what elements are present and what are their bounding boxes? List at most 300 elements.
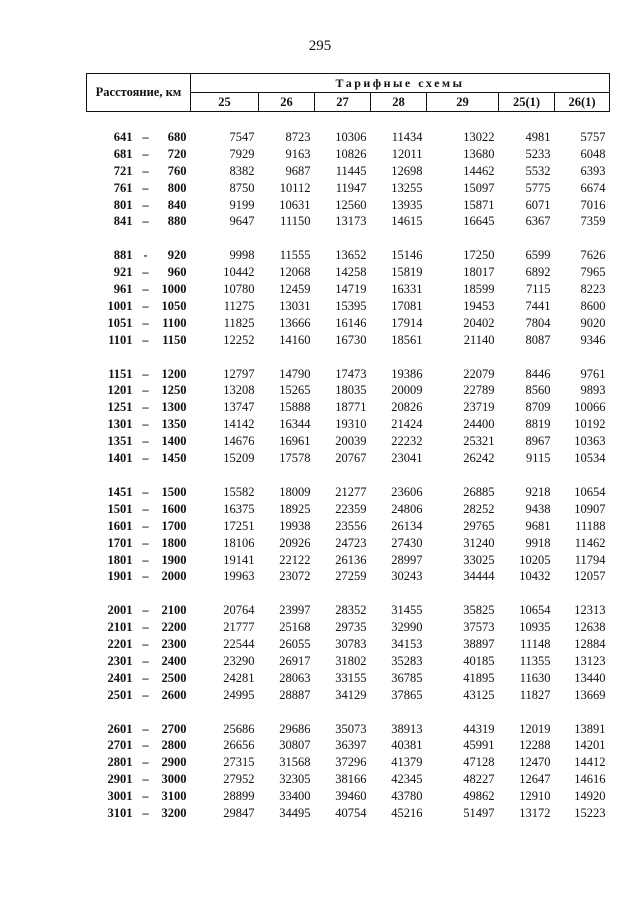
tariff-value: 35825	[463, 603, 495, 618]
distance-range	[87, 805, 191, 822]
tariff-value: 23072	[279, 569, 311, 584]
tariff-value: 6674	[580, 180, 606, 195]
tariff-value: 31568	[279, 755, 311, 770]
table-row	[87, 535, 610, 552]
tariff-value: 14676	[223, 434, 255, 449]
tariff-value: 28899	[223, 789, 255, 804]
tariff-value: 10780	[223, 282, 255, 297]
range-dash: –	[142, 484, 149, 499]
range-to: 1500	[161, 484, 187, 499]
tariff-value: 19386	[391, 366, 423, 381]
tariff-value: 13891	[574, 721, 606, 736]
table-row	[87, 670, 610, 687]
tariff-value: 6892	[525, 265, 551, 280]
tariff-value: 31455	[391, 603, 423, 618]
tariff-value: 17914	[391, 315, 423, 330]
tariff-value: 13173	[335, 214, 367, 229]
tariff-value: 22122	[279, 552, 311, 567]
tariff-value: 23719	[463, 400, 495, 415]
tariff-value: 10432	[519, 569, 551, 584]
tariff-value: 22232	[391, 434, 423, 449]
column-header-251: 25(1)	[499, 93, 555, 112]
column-header-25: 25	[191, 93, 259, 112]
tariff-value: 9020	[580, 315, 606, 330]
tariff-value: 14719	[335, 282, 367, 297]
tariff-value: 12252	[223, 332, 255, 347]
range-dash: –	[142, 670, 149, 685]
tariff-value: 25686	[223, 721, 255, 736]
tariff-value: 21277	[335, 484, 367, 499]
table-row	[87, 568, 610, 585]
tariff-value: 10306	[335, 129, 367, 144]
range-to: 840	[167, 197, 187, 212]
tariff-value: 38897	[463, 637, 495, 652]
distance-range	[87, 501, 191, 518]
tariff-value: 7547	[229, 129, 255, 144]
column-header-26: 26	[259, 93, 315, 112]
tariff-value: 16344	[279, 417, 311, 432]
tariff-value: 12884	[574, 637, 606, 652]
range-from: 961	[113, 282, 133, 297]
tariff-value: 11947	[335, 180, 367, 195]
range-to: 1400	[161, 434, 187, 449]
range-dash: –	[142, 282, 149, 297]
range-from: 1251	[107, 400, 133, 415]
tariff-value: 9438	[525, 501, 551, 516]
tariff-value: 21140	[463, 332, 495, 347]
range-to: 2600	[161, 687, 187, 702]
tariff-value: 8560	[525, 383, 551, 398]
range-from: 1601	[107, 518, 133, 533]
range-dash: –	[142, 434, 149, 449]
tariff-value: 20926	[279, 535, 311, 550]
table-row	[87, 737, 610, 754]
range-from: 1701	[107, 535, 133, 550]
tariff-value: 7804	[525, 315, 551, 330]
tariff-value: 9687	[285, 163, 311, 178]
distance-range	[87, 552, 191, 569]
tariff-value: 25168	[279, 620, 311, 635]
range-from: 2301	[107, 653, 133, 668]
tariff-value: 41895	[463, 670, 495, 685]
tariff-value: 21424	[391, 417, 423, 432]
tariff-value: 15871	[463, 197, 495, 212]
tariff-value: 13031	[279, 298, 311, 313]
range-to: 2800	[161, 738, 187, 753]
tariff-value: 28352	[335, 603, 367, 618]
table-row	[87, 298, 610, 315]
tariff-value: 10363	[574, 434, 606, 449]
tariff-value: 12288	[519, 738, 551, 753]
table-row	[87, 602, 610, 619]
tariff-value: 13680	[463, 146, 495, 161]
tariff-value: 37296	[335, 755, 367, 770]
tariff-value: 18599	[463, 282, 495, 297]
tariff-value: 27315	[223, 755, 255, 770]
range-dash: –	[142, 569, 149, 584]
tariff-value: 9647	[229, 214, 255, 229]
tariff-value: 26242	[463, 451, 495, 466]
tariff-value: 43125	[463, 687, 495, 702]
range-from: 1301	[107, 417, 133, 432]
tariff-value: 16645	[463, 214, 495, 229]
tariff-value: 14615	[391, 214, 423, 229]
tariff-value: 29847	[223, 806, 255, 821]
tariff-value: 15888	[279, 400, 311, 415]
distance-range	[87, 213, 191, 230]
tariff-value: 37573	[463, 620, 495, 635]
range-dash: -	[143, 248, 148, 263]
tariff-value: 13022	[463, 129, 495, 144]
column-header-28: 28	[371, 93, 427, 112]
table-row	[87, 129, 610, 146]
range-from: 2501	[107, 687, 133, 702]
tariff-value: 9918	[525, 535, 551, 550]
distance-range	[87, 399, 191, 416]
tariff-value: 14258	[335, 265, 367, 280]
column-header-261: 26(1)	[555, 93, 610, 112]
range-from: 841	[113, 214, 133, 229]
tariff-value: 31240	[463, 535, 495, 550]
tariff-value: 45216	[391, 806, 423, 821]
distance-range	[87, 788, 191, 805]
table-row	[87, 518, 610, 535]
tariff-value: 26136	[335, 552, 367, 567]
distance-range	[87, 281, 191, 298]
tariff-value: 11555	[279, 248, 311, 263]
range-dash: –	[142, 180, 149, 195]
tariff-value: 24723	[335, 535, 367, 550]
table-row	[87, 332, 610, 349]
tariff-value: 40381	[391, 738, 423, 753]
range-to: 800	[167, 180, 187, 195]
range-dash: –	[142, 518, 149, 533]
table-row	[87, 501, 610, 518]
tariff-value: 13935	[391, 197, 423, 212]
tariff-value: 15097	[463, 180, 495, 195]
distance-range	[87, 737, 191, 754]
distance-range	[87, 518, 191, 535]
range-dash: –	[142, 332, 149, 347]
tariff-value: 27259	[335, 569, 367, 584]
tariff-value: 39460	[335, 789, 367, 804]
tariff-value: 8382	[229, 163, 255, 178]
tariff-value: 27430	[391, 535, 423, 550]
table-row	[87, 484, 610, 501]
tariff-value: 20767	[335, 451, 367, 466]
range-to: 1200	[161, 366, 187, 381]
tariff-value: 12459	[279, 282, 311, 297]
range-dash: –	[142, 687, 149, 702]
group-spacer	[87, 349, 610, 366]
tariff-value: 11630	[519, 670, 551, 685]
tariff-value: 22079	[463, 366, 495, 381]
tariff-value: 14616	[574, 772, 606, 787]
tariff-value: 18106	[223, 535, 255, 550]
tariff-value: 26134	[391, 518, 423, 533]
tariff-value: 33155	[335, 670, 367, 685]
tariff-value: 12057	[574, 569, 606, 584]
tariff-value: 7115	[525, 282, 551, 297]
distance-range	[87, 754, 191, 771]
tariff-value: 14142	[223, 417, 255, 432]
tariff-value: 34495	[279, 806, 311, 821]
range-dash: –	[142, 501, 149, 516]
range-dash: –	[142, 366, 149, 381]
tariff-value: 12470	[519, 755, 551, 770]
tariff-value: 24281	[223, 670, 255, 685]
tariff-value: 14462	[463, 163, 495, 178]
tariff-value: 10192	[574, 417, 606, 432]
group-spacer	[87, 585, 610, 602]
table-row	[87, 399, 610, 416]
table-row	[87, 315, 610, 332]
tariff-value: 31802	[335, 653, 367, 668]
tariff-value: 30807	[279, 738, 311, 753]
tariff-value: 8723	[285, 129, 311, 144]
group-spacer	[87, 230, 610, 247]
tariff-value: 8967	[525, 434, 551, 449]
tariff-value: 43780	[391, 789, 423, 804]
range-dash: –	[142, 214, 149, 229]
column-header-27: 27	[315, 93, 371, 112]
tariff-value: 37865	[391, 687, 423, 702]
tariff-value: 14920	[574, 789, 606, 804]
tariff-value: 8750	[229, 180, 255, 195]
tariff-value: 12647	[519, 772, 551, 787]
tariff-value: 24806	[391, 501, 423, 516]
table-row	[87, 788, 610, 805]
tariff-value: 34129	[335, 687, 367, 702]
tariff-value: 5757	[580, 129, 606, 144]
tariff-value: 8446	[525, 366, 551, 381]
tariff-value: 7441	[525, 298, 551, 313]
range-from: 641	[113, 129, 133, 144]
tariff-value: 34444	[463, 569, 495, 584]
tariff-value: 14790	[279, 366, 311, 381]
range-to: 920	[167, 248, 187, 263]
distance-range	[87, 416, 191, 433]
tariff-value: 14412	[574, 755, 606, 770]
tariff-value: 28887	[279, 687, 311, 702]
tariff-value: 15223	[574, 806, 606, 821]
tariff-value: 11434	[391, 129, 423, 144]
tariff-value: 11148	[520, 637, 551, 652]
tariff-value: 35283	[391, 653, 423, 668]
tariff-value: 28063	[279, 670, 311, 685]
group-spacer	[87, 704, 610, 721]
tariff-value: 28997	[391, 552, 423, 567]
tariff-value: 17081	[391, 298, 423, 313]
tariff-value: 10935	[519, 620, 551, 635]
range-dash: –	[142, 146, 149, 161]
tariff-value: 34153	[391, 637, 423, 652]
tariff-value: 14201	[574, 738, 606, 753]
tariff-value: 23606	[391, 484, 423, 499]
range-dash: –	[142, 400, 149, 415]
tariff-value: 24400	[463, 417, 495, 432]
tariff-value: 15582	[223, 484, 255, 499]
range-from: 2901	[107, 772, 133, 787]
tariff-value: 33025	[463, 552, 495, 567]
range-from: 3001	[107, 789, 133, 804]
tariff-value: 29735	[335, 620, 367, 635]
tariff-value: 20039	[335, 434, 367, 449]
range-to: 3100	[161, 789, 187, 804]
range-from: 1101	[108, 332, 133, 347]
tariff-value: 26885	[463, 484, 495, 499]
tariff-value: 4981	[525, 129, 551, 144]
range-to: 1350	[161, 417, 187, 432]
tariff-value: 16146	[335, 315, 367, 330]
tariff-value: 38166	[335, 772, 367, 787]
tariff-value: 47128	[463, 755, 495, 770]
range-to: 720	[167, 146, 187, 161]
range-from: 2801	[107, 755, 133, 770]
range-to: 880	[167, 214, 187, 229]
distance-range	[87, 653, 191, 670]
table-row	[87, 264, 610, 281]
table-row	[87, 653, 610, 670]
range-from: 1351	[107, 434, 133, 449]
tariff-value: 13652	[335, 248, 367, 263]
distance-range	[87, 771, 191, 788]
tariff-value: 13172	[519, 806, 551, 821]
range-dash: –	[142, 552, 149, 567]
tariff-value: 9199	[229, 197, 255, 212]
tariff-value: 22544	[223, 637, 255, 652]
tariff-value: 18035	[335, 383, 367, 398]
table-row	[87, 163, 610, 180]
tariff-value: 13747	[223, 400, 255, 415]
range-from: 721	[113, 163, 133, 178]
distance-range	[87, 687, 191, 704]
tariff-value: 6048	[580, 146, 606, 161]
tariff-value: 12068	[279, 265, 311, 280]
distance-range	[87, 146, 191, 163]
range-from: 1501	[107, 501, 133, 516]
table-row	[87, 754, 610, 771]
tariff-value: 18561	[391, 332, 423, 347]
range-from: 2001	[107, 603, 133, 618]
tariff-value: 6393	[580, 163, 606, 178]
range-from: 801	[113, 197, 133, 212]
tariff-value: 25321	[463, 434, 495, 449]
range-dash: –	[142, 738, 149, 753]
tariff-value: 20764	[223, 603, 255, 618]
tariff-value: 20826	[391, 400, 423, 415]
tariff-value: 26656	[223, 738, 255, 753]
tariff-value: 13208	[223, 383, 255, 398]
tariff-value: 8819	[525, 417, 551, 432]
range-dash: –	[142, 806, 149, 821]
table-row	[87, 805, 610, 822]
tariff-value: 30783	[335, 637, 367, 652]
tariff-value: 17251	[223, 518, 255, 533]
range-from: 2401	[107, 670, 133, 685]
tariff-value: 40185	[463, 653, 495, 668]
tariff-value: 9893	[580, 383, 606, 398]
range-to: 1900	[161, 552, 187, 567]
tariff-value: 33400	[279, 789, 311, 804]
range-from: 1001	[107, 298, 133, 313]
tariff-value: 38913	[391, 721, 423, 736]
distance-range	[87, 332, 191, 349]
range-from: 761	[113, 180, 133, 195]
range-dash: –	[142, 535, 149, 550]
tariff-value: 35073	[335, 721, 367, 736]
table-row	[87, 416, 610, 433]
distance-range	[87, 247, 191, 264]
tariff-value: 8087	[525, 332, 551, 347]
range-to: 1000	[161, 282, 187, 297]
tariff-value: 16375	[223, 501, 255, 516]
tariff-value: 18925	[279, 501, 311, 516]
range-dash: –	[142, 197, 149, 212]
tariff-value: 10112	[279, 180, 311, 195]
range-to: 1700	[161, 518, 187, 533]
range-to: 960	[167, 265, 187, 280]
tariff-value: 7016	[580, 197, 606, 212]
tariff-value: 23556	[335, 518, 367, 533]
tariff-value: 9761	[580, 366, 606, 381]
range-to: 3200	[161, 806, 187, 821]
range-from: 881	[113, 248, 133, 263]
tariff-value: 10907	[574, 501, 606, 516]
distance-range	[87, 264, 191, 281]
tariff-value: 10654	[574, 484, 606, 499]
table-row	[87, 213, 610, 230]
tariff-value: 28252	[463, 501, 495, 516]
table-row	[87, 687, 610, 704]
tariff-value: 17473	[335, 366, 367, 381]
tariff-value: 44319	[463, 721, 495, 736]
tariff-value: 8709	[525, 400, 551, 415]
tariff-value: 9218	[525, 484, 551, 499]
tariff-value: 23997	[279, 603, 311, 618]
tariff-value: 21777	[223, 620, 255, 635]
range-dash: –	[142, 620, 149, 635]
range-to: 2500	[161, 670, 187, 685]
range-dash: –	[142, 129, 149, 144]
tariff-value: 9998	[229, 248, 255, 263]
range-to: 2900	[161, 755, 187, 770]
range-dash: –	[142, 265, 149, 280]
range-to: 680	[167, 129, 187, 144]
range-from: 3101	[107, 806, 133, 821]
table-row	[87, 146, 610, 163]
table-row	[87, 450, 610, 467]
tariff-value: 7626	[580, 248, 606, 263]
tariff-value: 45991	[463, 738, 495, 753]
tariff-value: 10654	[519, 603, 551, 618]
tariff-value: 17578	[279, 451, 311, 466]
tariff-value: 51497	[463, 806, 495, 821]
tariff-value: 10442	[223, 265, 255, 280]
tariff-value: 20009	[391, 383, 423, 398]
tariff-value: 19141	[223, 552, 255, 567]
tariff-value: 42345	[391, 772, 423, 787]
tariff-value: 13666	[279, 315, 311, 330]
tariff-value: 22359	[335, 501, 367, 516]
tariff-value: 27952	[223, 772, 255, 787]
range-to: 1100	[162, 315, 187, 330]
distance-range	[87, 568, 191, 585]
tariff-value: 5775	[525, 180, 551, 195]
tariff-value: 5233	[525, 146, 551, 161]
table-row	[87, 247, 610, 264]
tariff-value: 30243	[391, 569, 423, 584]
